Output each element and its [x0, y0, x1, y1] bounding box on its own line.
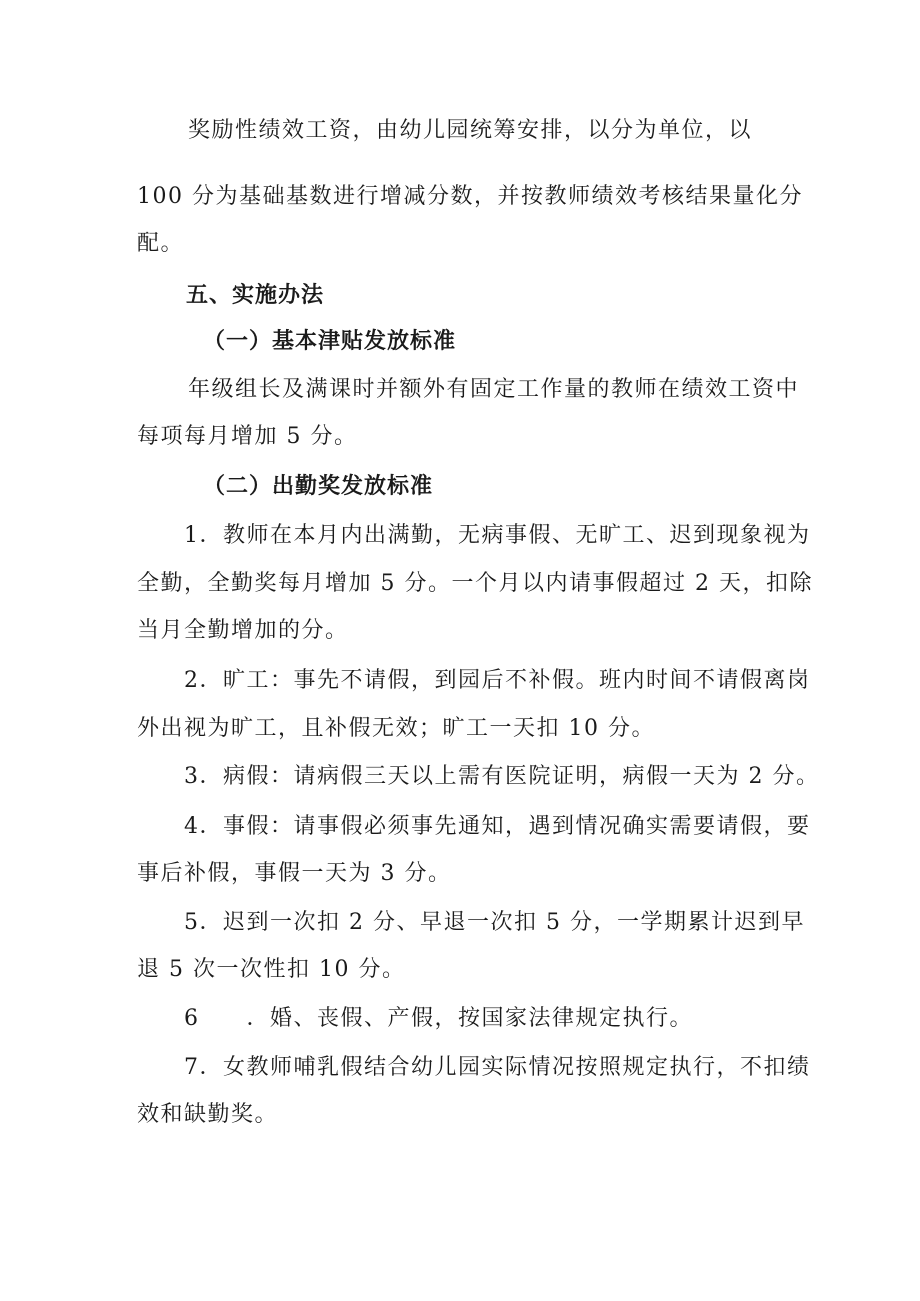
- paragraph-line: 年级组长及满课时并额外有固定工作量的教师在绩效工资中: [188, 377, 800, 402]
- subsection-heading: （一）基本津贴发放标准: [203, 329, 457, 354]
- list-item-line: 4．事假：请事假必须事先通知，遇到情况确实需要请假，要: [184, 814, 811, 839]
- list-item-line: 1．教师在本月内出满勤，无病事假、无旷工、迟到现象视为: [184, 523, 811, 548]
- paragraph-line: 配。: [137, 231, 185, 256]
- list-item-line: 2．旷工：事先不请假，到园后不补假。班内时间不请假离岗: [184, 668, 811, 693]
- list-item-line: 3．病假：请病假三天以上需有医院证明，病假一天为 2 分。: [184, 764, 820, 789]
- list-item-line: 当月全勤增加的分。: [137, 618, 349, 643]
- subsection-heading: （二）出勤奖发放标准: [203, 474, 434, 499]
- list-item-line: 效和缺勤奖。: [137, 1102, 279, 1127]
- list-item-line: 6 ．婚、丧假、产假，按国家法律规定执行。: [184, 1006, 693, 1031]
- list-item-line: 事后补假，事假一天为 3 分。: [137, 861, 452, 886]
- paragraph-line: 每项每月增加 5 分。: [137, 424, 358, 449]
- list-item-line: 5．迟到一次扣 2 分、早退一次扣 5 分，一学期累计迟到早: [184, 910, 805, 935]
- paragraph-line: 100 分为基础基数进行增减分数，并按教师绩效考核结果量化分: [137, 184, 803, 209]
- list-item-line: 退 5 次一次性扣 10 分。: [137, 957, 406, 982]
- section-heading: 五、实施办法: [186, 283, 325, 308]
- paragraph-line: 奖励性绩效工资，由幼儿园统筹安排，以分为单位，以: [188, 118, 753, 143]
- list-item-line: 外出视为旷工，且补假无效；旷工一天扣 10 分。: [137, 716, 655, 741]
- list-item-line: 全勤，全勤奖每月增加 5 分。一个月以内请事假超过 2 天，扣除: [137, 571, 813, 596]
- list-item-line: 7．女教师哺乳假结合幼儿园实际情况按照规定执行，不扣绩: [184, 1055, 811, 1080]
